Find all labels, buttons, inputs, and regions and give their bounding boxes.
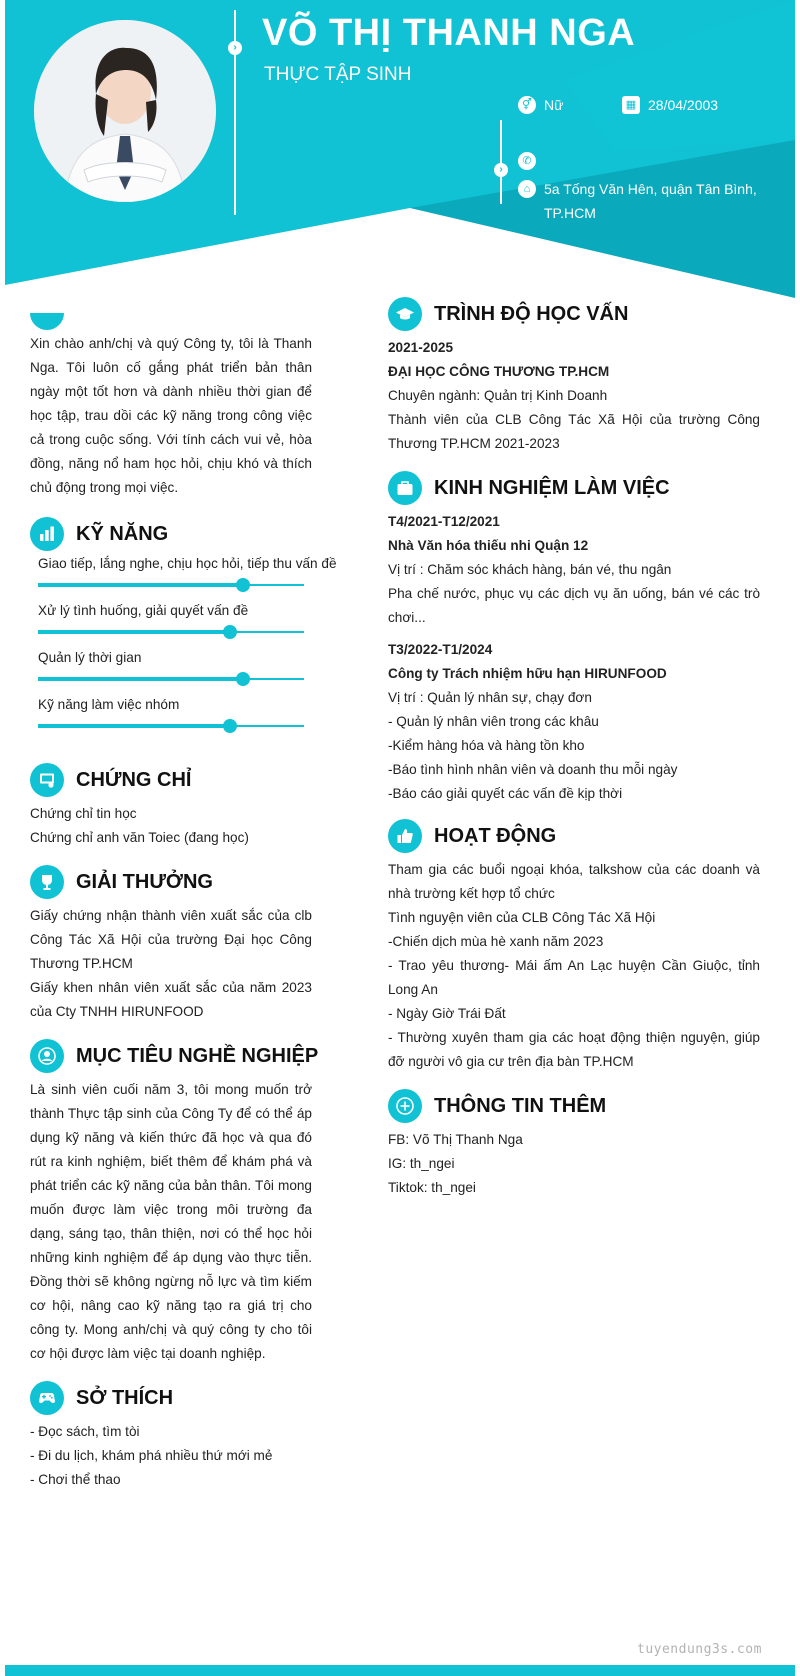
awards-title: GIẢI THƯỞNG [76, 870, 213, 893]
job-period: T3/2022-T1/2024 [388, 642, 493, 657]
education-school: ĐẠI HỌC CÔNG THƯƠNG TP.HCM [388, 364, 610, 379]
briefcase-icon [388, 471, 422, 505]
phone-icon: ✆ [518, 152, 536, 170]
education-header [388, 296, 760, 332]
skills-list [30, 554, 337, 742]
job-position: Vị trí : Chăm sóc khách hàng, bán vé, thu ngân [388, 562, 672, 577]
certificate-line: Chứng chỉ anh văn Toiec (đang học) [30, 830, 249, 845]
skill-fill [38, 677, 243, 681]
education-title: TRÌNH ĐỘ HỌC VẤN [434, 302, 629, 325]
skill-fill [38, 630, 230, 634]
objective-title: MỤC TIÊU NGHỀ NGHIỆP [76, 1044, 319, 1067]
activity-text: - Trao yêu thương- Mái ấm An Lạc huyện Cần Giuộc, tỉnh Long An [388, 958, 760, 997]
graduation-cap-icon [388, 297, 422, 331]
address-value: 5a Tống Văn Hên, quận Tân Bình, TP.HCM [544, 181, 757, 221]
objective-header [30, 1038, 319, 1074]
contact-divider-line [500, 120, 502, 204]
certificates-header [30, 762, 312, 798]
skill-label: Kỹ năng làm việc nhóm [38, 697, 180, 712]
education-period: 2021-2025 [388, 340, 454, 355]
skill-label: Xử lý tình huống, giải quyết vấn đề [38, 603, 249, 618]
hobbies-header [30, 1380, 312, 1416]
activity-text: - Ngày Giờ Trái Đất [388, 1006, 506, 1021]
footer-bar [5, 1665, 795, 1676]
avatar-photo [34, 20, 216, 202]
skill-level-knob [223, 719, 237, 733]
skills-title: KỸ NĂNG [76, 522, 169, 545]
objective-text: Là sinh viên cuối năm 3, tôi mong muốn trở thành Thực tập sinh của Công Ty để có thể áp dụng kỹ năng và kiến thức đã học và qua đó rút ra kinh nghiệm, biết thêm để khám phá và phát triển các kỹ năng của bản thân. Tôi mong muốn được làm việc trong môi trường đa dạng, sáng tạo, thân thiện, nơi có thể học hỏi những kinh nghiệm để áp dụng vào thực tiễn. Đồng thời sẽ không ngừng nỗ lực và tìm kiếm cơ hội, nâng cao kỹ năng tạo ra giá trị cho công ty. Mong anh/chị và quý công ty cho tôi cơ hội được làm việc tại doanh nghiệp. [30, 1082, 312, 1361]
hobby-line: - Đi du lịch, khám phá nhiều thứ mới mẻ [30, 1448, 273, 1463]
skill-level-knob [223, 625, 237, 639]
right-column [388, 296, 760, 1200]
activity-text: Tham gia các buổi ngoại khóa, talkshow của các doanh và nhà trường kết hợp tổ chức [388, 862, 760, 901]
skill-fill [38, 583, 243, 587]
extra-title: THÔNG TIN THÊM [434, 1094, 607, 1117]
skill-item [30, 601, 312, 648]
skill-label: Quản lý thời gian [38, 650, 142, 665]
skill-fill [38, 724, 230, 728]
candidate-name: VÕ THỊ THANH NGA [262, 12, 636, 54]
user-icon [30, 296, 64, 330]
birthdate-value: 28/04/2003 [648, 97, 719, 113]
activities-title: HOẠT ĐỘNG [434, 824, 557, 847]
phone-info [518, 152, 536, 170]
job-duty: - Quản lý nhân viên trong các khâu [388, 714, 599, 729]
activity-text: -Chiến dịch mùa hè xanh năm 2023 [388, 934, 604, 949]
gender-icon: ⚥ [518, 96, 536, 114]
education-major: Chuyên ngành: Quản trị Kinh Doanh [388, 388, 608, 403]
skill-item [30, 695, 312, 742]
candidate-role: THỰC TẬP SINH [264, 64, 412, 85]
gender-info [518, 96, 563, 117]
experience-title: KINH NGHIỆM LÀM VIỆC [434, 476, 670, 499]
hobbies-title: SỞ THÍCH [76, 1386, 174, 1409]
skill-label: Giao tiếp, lắng nghe, chịu học hỏi, tiếp thu vấn đề [38, 556, 337, 571]
plus-circle-icon [388, 1089, 422, 1123]
home-icon: ⌂ [518, 180, 536, 198]
gender-value: Nữ [544, 97, 564, 113]
person-illustration [34, 20, 216, 202]
experience-header [388, 470, 760, 506]
watermark: tuyendung3s.com [637, 1642, 762, 1657]
extra-line: Tiktok: th_ngei [388, 1180, 476, 1195]
thumbs-up-icon [388, 819, 422, 853]
education-note: Thành viên của CLB Công Tác Xã Hội của trường Công Thương TP.HCM 2021-2023 [388, 412, 760, 451]
extra-line: IG: th_ngei [388, 1156, 455, 1171]
about-header [30, 296, 312, 332]
activity-text: - Thường xuyên tham gia các hoạt động thiện nguyện, giúp đỡ người vô gia cư trên địa bàn TP.HCM [388, 1030, 760, 1069]
activity-text: Tình nguyện viên của CLB Công Tác Xã Hội [388, 910, 656, 925]
job-description: Pha chế nước, phục vụ các dịch vụ ăn uống, bán vé các trò chơi... [388, 586, 760, 625]
awards-header [30, 864, 312, 900]
certificates-title: CHỨNG CHỈ [76, 768, 192, 791]
extra-line: FB: Võ Thị Thanh Nga [388, 1132, 523, 1147]
gamepad-icon [30, 1381, 64, 1415]
job-duty: -Báo tình hình nhân viên và doanh thu mỗi ngày [388, 762, 678, 777]
job-duty: -Kiểm hàng hóa và hàng tồn kho [388, 738, 585, 753]
job-period: T4/2021-T12/2021 [388, 514, 500, 529]
user-circle-icon [30, 1039, 64, 1073]
certificate-line: Chứng chỉ tin học [30, 806, 137, 821]
skill-item [30, 554, 337, 601]
job-duty: -Báo cáo giải quyết các vấn đề kịp thời [388, 786, 623, 801]
bar-chart-icon [30, 517, 64, 551]
skill-level-knob [236, 672, 250, 686]
award-text: Giấy chứng nhận thành viên xuất sắc của clb Công Tác Xã Hội của trường Đại học Công Thương TP.HCM [30, 908, 312, 971]
calendar-icon: ▦ [622, 96, 640, 114]
job-company: Công ty Trách nhiệm hữu hạn HIRUNFOOD [388, 666, 667, 681]
left-column [30, 296, 337, 1492]
about-text: Xin chào anh/chị và quý Công ty, tôi là Thanh Nga. Tôi luôn cố gắng phát triển bản thân ngày một tốt hơn và dành nhiều thời gian để học tập, trau dồi các kỹ năng trong công việc cả trong cuộc sống. Với tính cách vui vẻ, hòa đồng, năng nổ ham học hỏi, chịu khó và thích chủ động trong mọi việc. [30, 336, 312, 495]
extra-header [388, 1088, 760, 1124]
certificate-icon [30, 763, 64, 797]
award-text: Giấy khen nhân viên xuất sắc của năm 2023 của Cty TNHH HIRUNFOOD [30, 980, 312, 1019]
hobby-line: - Đọc sách, tìm tòi [30, 1424, 140, 1439]
skill-item [30, 648, 312, 695]
activities-header [388, 818, 760, 854]
address-info [518, 180, 758, 225]
trophy-icon [30, 865, 64, 899]
birthdate-info [622, 96, 718, 117]
job-position: Vị trí : Quản lý nhân sự, chạy đơn [388, 690, 592, 705]
chevron-right-icon: › [494, 163, 508, 177]
skills-header [30, 516, 312, 552]
chevron-right-icon: › [228, 41, 242, 55]
skill-level-knob [236, 578, 250, 592]
hobby-line: - Chơi thể thao [30, 1472, 121, 1487]
job-company: Nhà Văn hóa thiếu nhi Quận 12 [388, 538, 589, 553]
